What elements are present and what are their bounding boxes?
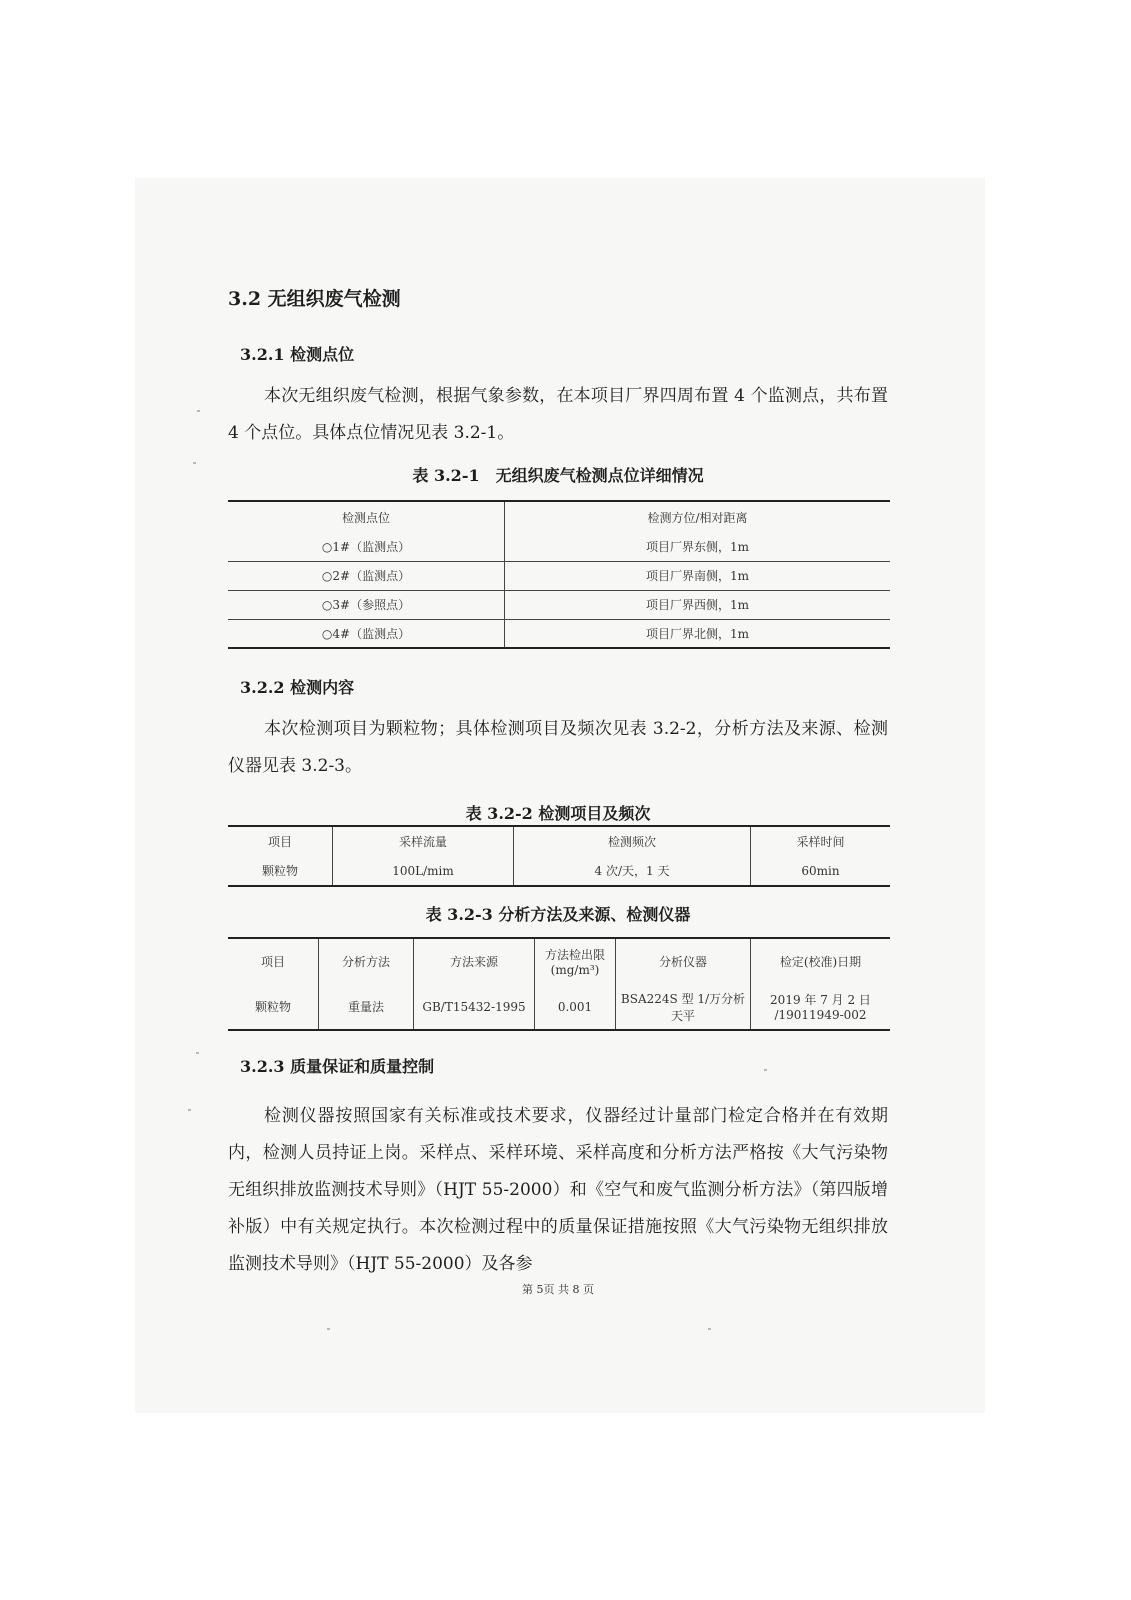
table-header-cell: 分析方法 bbox=[319, 938, 414, 984]
scan-speck bbox=[327, 1328, 330, 1330]
table1-caption: 表 3.2-1 无组织废气检测点位详细情况 bbox=[412, 466, 704, 485]
table-cell: ○3#（参照点） bbox=[321, 598, 411, 612]
table-cell: 4 次/天，1 天 bbox=[514, 856, 751, 886]
table-row bbox=[228, 590, 890, 619]
table-cell: 颗粒物 bbox=[261, 864, 298, 878]
table-cell: 2019 年 7 月 2 日 /19011949-002 bbox=[751, 984, 891, 1030]
table-header-cell: 检测方位/相对距离 bbox=[505, 501, 891, 532]
table3-caption: 表 3.2-3 分析方法及来源、检测仪器 bbox=[425, 905, 691, 924]
table-monitoring-points bbox=[228, 500, 890, 649]
table-cell: 0.001 bbox=[535, 984, 616, 1030]
table-header-cell: 项目 bbox=[260, 955, 285, 969]
paragraph-content: 本次检测项目为颗粒物；具体检测项目及频次见表 3.2-2，分析方法及来源、检测仪器见表 3.2-3。 bbox=[228, 719, 888, 776]
scan-speck bbox=[193, 462, 196, 464]
table-row bbox=[228, 856, 890, 886]
scan-speck bbox=[708, 1328, 711, 1330]
table-row bbox=[228, 532, 890, 561]
table-cell: 项目厂界西侧，1m bbox=[505, 590, 891, 619]
scan-speck bbox=[764, 1069, 767, 1071]
subsection-heading-points: 3.2.1 检测点位 bbox=[240, 345, 355, 364]
section-heading: 3.2 无组织废气检测 bbox=[228, 288, 401, 310]
table-cell: 项目厂界东侧，1m bbox=[505, 532, 891, 561]
table-header-cell: 检测频次 bbox=[514, 826, 751, 856]
table-cell: 项目厂界南侧，1m bbox=[505, 561, 891, 590]
table-header-cell: 检定(校准)日期 bbox=[751, 938, 891, 984]
table-cell: 100L/mim bbox=[333, 856, 514, 886]
table-header-cell: 采样流量 bbox=[333, 826, 514, 856]
table-cell: 颗粒物 bbox=[254, 1000, 291, 1014]
paragraph-quality: 检测仪器按照国家有关标准或技术要求，仪器经过计量部门检定合格并在有效期内，检测人员持证上岗。采样点、采样环境、采样高度和分析方法严格按《大气污染物无组织排放监测技术导则》（HJT 55-2000）和《空气和废气监测分析方法》（第四版增补版）中有关规定执行。本次检测过程中的质量保证措施按照《大气污染物无组织排放监测技术导则》（HJT 55-2000）及各参 bbox=[228, 1106, 888, 1274]
table-analysis-methods bbox=[228, 937, 890, 1031]
paragraph-points: 本次无组织废气检测，根据气象参数，在本项目厂界四周布置 4 个监测点，共布置 4 个点位。具体点位情况见表 3.2-1。 bbox=[228, 386, 888, 443]
table-cell: 项目厂界北侧，1m bbox=[505, 619, 891, 648]
table-header-cell: 分析仪器 bbox=[616, 938, 751, 984]
table-header-cell: 方法来源 bbox=[414, 938, 535, 984]
table-row bbox=[228, 984, 890, 1030]
table2-caption: 表 3.2-2 检测项目及频次 bbox=[465, 804, 651, 823]
scan-speck bbox=[196, 1052, 199, 1054]
page-number-footer: 第 5页 共 8 页 bbox=[522, 1283, 594, 1296]
table-row bbox=[228, 619, 890, 648]
table-cell: 重量法 bbox=[319, 984, 414, 1030]
table-row bbox=[228, 561, 890, 590]
scan-speck bbox=[197, 410, 200, 412]
scan-speck bbox=[188, 1109, 191, 1111]
table-header-cell: 方法检出限(mg/m³) bbox=[535, 938, 616, 984]
table-cell: ○2#（监测点） bbox=[321, 569, 411, 583]
table-header-cell: 检测点位 bbox=[341, 510, 390, 525]
subsection-heading-quality: 3.2.3 质量保证和质量控制 bbox=[240, 1057, 435, 1076]
table-cell: 60min bbox=[751, 856, 891, 886]
table-header-cell: 采样时间 bbox=[751, 826, 891, 856]
table-cell: ○1#（监测点） bbox=[321, 539, 411, 554]
table-header-cell: 项目 bbox=[267, 835, 292, 849]
table-items-frequency bbox=[228, 825, 890, 887]
table-cell: GB/T15432-1995 bbox=[414, 984, 535, 1030]
subsection-heading-content: 3.2.2 检测内容 bbox=[240, 678, 355, 697]
table-cell: ○4#（监测点） bbox=[321, 626, 411, 641]
table-cell: BSA224S 型 1/万分析天平 bbox=[616, 984, 751, 1030]
